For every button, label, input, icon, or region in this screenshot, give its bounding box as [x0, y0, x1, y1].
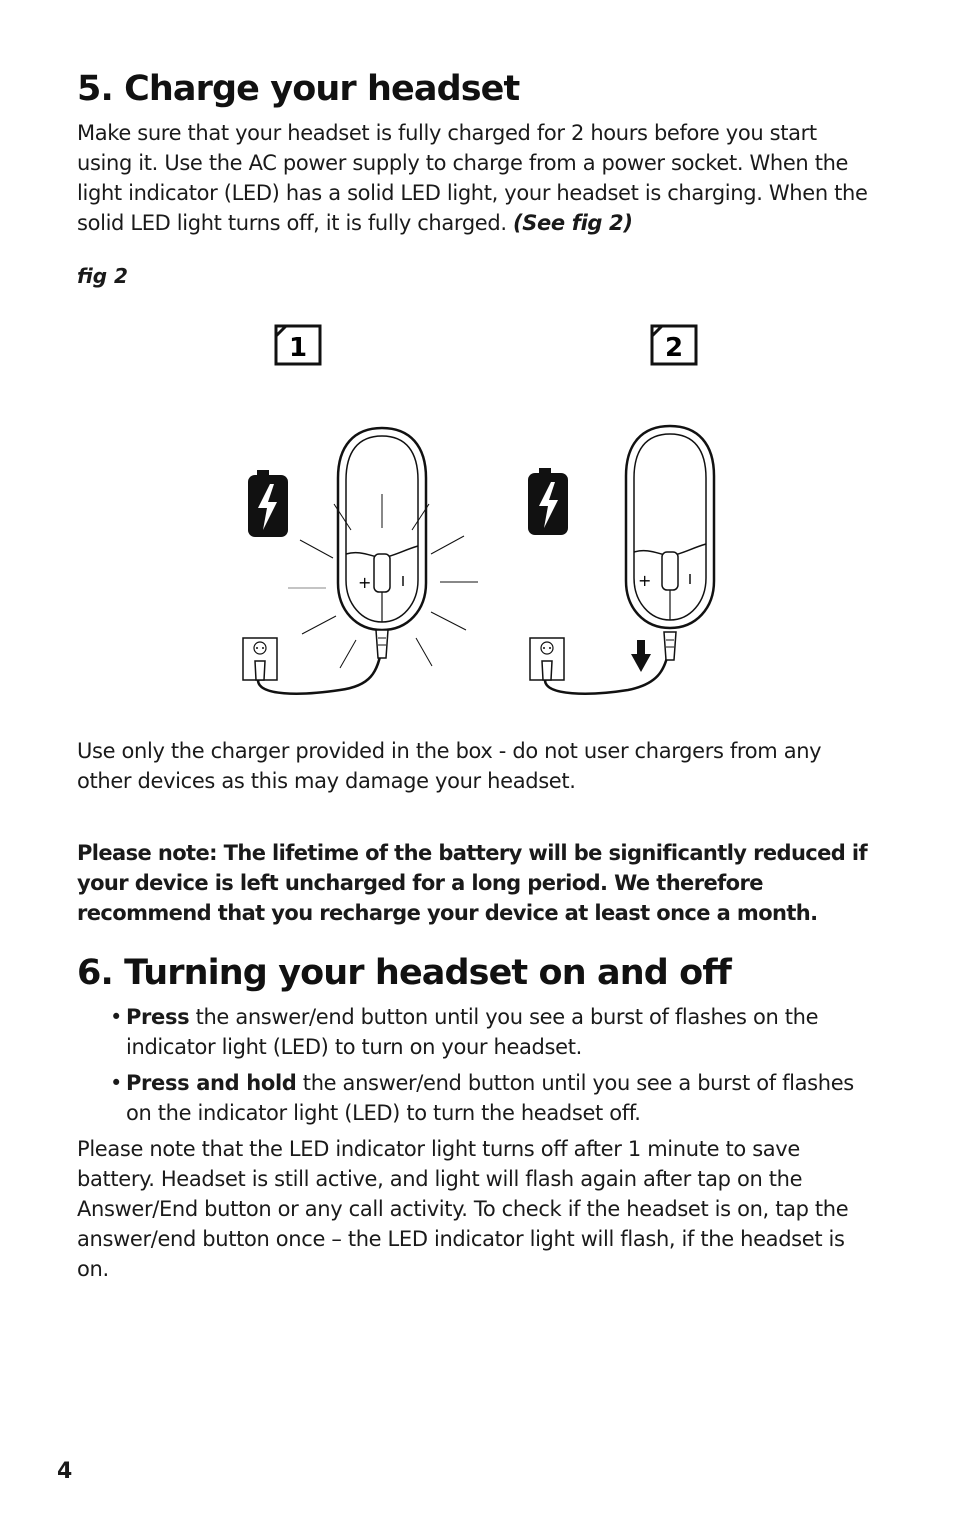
step-2-label: 2: [664, 333, 684, 363]
list-item: • Press and hold the answer/end button until you see a burst of flashes on the indicator light (LED) to turn the headset off.: [112, 1068, 862, 1128]
headset-icon: [338, 428, 426, 658]
battery-note: Please note: The lifetime of the battery will be significantly reduced if your device is left uncharged for a long period. We therefore recommend that you recharge your device at least once a month.: [77, 841, 868, 925]
fig-reference: (See fig 2): [513, 211, 633, 235]
power-socket-icon: [530, 638, 564, 680]
power-socket-icon: [243, 638, 277, 680]
step-1-label: 1: [288, 333, 308, 363]
step-1-box: [276, 326, 320, 364]
unplug-arrow-icon: [631, 640, 651, 672]
section-5-title: 5. Charge your headset: [77, 69, 520, 109]
list-item: • Press the answer/end button until you see a burst of flashes on the indicator light (LED) to turn on your headset.: [112, 1002, 862, 1062]
charger-note: Use only the charger provided in the box - do not user chargers from any other devices as this may damage your headset.: [77, 739, 822, 793]
svg-text:+: +: [638, 571, 652, 590]
page-number: 4: [57, 1459, 73, 1484]
step-2-box: [652, 326, 696, 364]
svg-text:+: +: [358, 573, 372, 592]
power-instructions-list: [112, 1002, 862, 1134]
section-6-title: 6. Turning your headset on and off: [77, 953, 731, 993]
charging-figure: [230, 318, 730, 708]
charge-intro: Make sure that your headset is fully charged for 2 hours before you start using it. Use the AC power supply to charge from a power socket. When the light indicator (LED) has a solid LED light, your headset is charging. When the solid LED light turns off, it is fully charged. (See fig 2): [77, 121, 868, 235]
led-note: Please note that the LED indicator light turns off after 1 minute to save battery. Headset is still active, and light will flash again after tap on the Answer/End button or any call activity. To check if the headset is on, tap the answer/end button once – the LED indicator light will flash, if the headset is on.: [77, 1137, 849, 1281]
battery-charging-icon: [528, 468, 568, 535]
fig-label: fig 2: [77, 264, 128, 288]
headset-icon: [626, 426, 714, 660]
battery-charging-icon: [248, 470, 288, 537]
